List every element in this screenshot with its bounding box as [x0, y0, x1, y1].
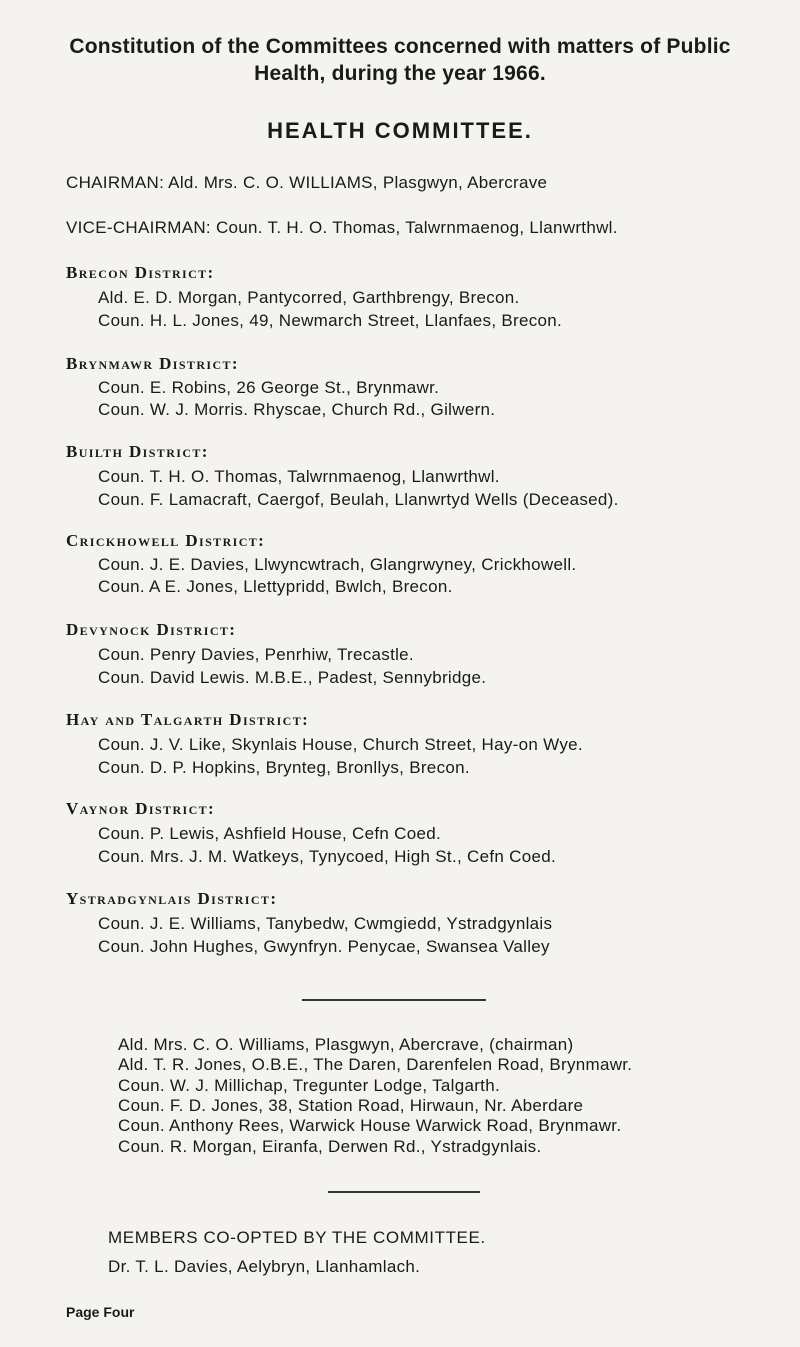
coopted-member: Dr. T. L. Davies, Aelybryn, Llanhamlach.	[108, 1257, 421, 1276]
district-heading-ystradgynlais: Ystradgynlais District:	[66, 889, 278, 908]
district-member: Coun. W. J. Morris. Rhyscae, Church Rd., Gilwern.	[98, 400, 496, 419]
district-member: Coun. Penry Davies, Penrhiw, Trecastle.	[98, 645, 414, 664]
district-member: Coun. A E. Jones, Llettypridd, Bwlch, Brecon.	[98, 577, 453, 596]
district-member: Coun. T. H. O. Thomas, Talwrnmaenog, Llanwrthwl.	[98, 467, 500, 486]
district-member: Coun. F. Lamacraft, Caergof, Beulah, Llanwrtyd Wells (Deceased).	[98, 490, 619, 509]
additional-member: Coun. Anthony Rees, Warwick House Warwick Road, Brynmawr.	[118, 1116, 622, 1135]
additional-member: Ald. Mrs. C. O. Williams, Plasgwyn, Abercrave, (chairman)	[118, 1035, 574, 1054]
additional-member: Coun. F. D. Jones, 38, Station Road, Hirwaun, Nr. Aberdare	[118, 1096, 584, 1115]
chairman-line: CHAIRMAN: Ald. Mrs. C. O. WILLIAMS, Plasgwyn, Abercrave	[66, 173, 548, 192]
district-member: Coun. David Lewis. M.B.E., Padest, Sennybridge.	[98, 668, 487, 687]
coopted-heading: MEMBERS CO-OPTED BY THE COMMITTEE.	[108, 1228, 486, 1247]
district-member: Coun. John Hughes, Gwynfryn. Penycae, Swansea Valley	[98, 937, 550, 956]
district-heading-brecon: Brecon District:	[66, 263, 215, 282]
divider	[328, 1191, 480, 1193]
vice-chairman-line: VICE-CHAIRMAN: Coun. T. H. O. Thomas, Talwrnmaenog, Llanwrthwl.	[66, 218, 618, 237]
district-member: Coun. P. Lewis, Ashfield House, Cefn Coed.	[98, 824, 442, 843]
document-title-line-1: Constitution of the Committees concerned with matters of Public	[69, 35, 731, 58]
district-member: Coun. Mrs. J. M. Watkeys, Tynycoed, High St., Cefn Coed.	[98, 847, 557, 866]
district-heading-builth: Builth District:	[66, 442, 209, 461]
additional-member: Coun. R. Morgan, Eiranfa, Derwen Rd., Ystradgynlais.	[118, 1137, 542, 1156]
document-title-line-2: Health, during the year 1966.	[254, 62, 546, 85]
district-member: Ald. E. D. Morgan, Pantycorred, Garthbrengy, Brecon.	[98, 288, 520, 307]
committee-heading: HEALTH COMMITTEE.	[267, 118, 533, 143]
district-member: Coun. D. P. Hopkins, Brynteg, Bronllys, Brecon.	[98, 758, 470, 777]
additional-member: Ald. T. R. Jones, O.B.E., The Daren, Darenfelen Road, Brynmawr.	[118, 1055, 633, 1074]
district-member: Coun. J. V. Like, Skynlais House, Church Street, Hay-on Wye.	[98, 735, 583, 754]
district-heading-crickhowell: Crickhowell District:	[66, 531, 266, 550]
district-member: Coun. E. Robins, 26 George St., Brynmawr.	[98, 378, 440, 397]
district-member: Coun. J. E. Williams, Tanybedw, Cwmgiedd, Ystradgynlais	[98, 914, 553, 933]
district-member: Coun. H. L. Jones, 49, Newmarch Street, Llanfaes, Brecon.	[98, 311, 563, 330]
district-member: Coun. J. E. Davies, Llwyncwtrach, Glangrwyney, Crickhowell.	[98, 555, 577, 574]
district-heading-hay-and-talgarth: Hay and Talgarth District:	[66, 710, 310, 729]
page-footer: Page Four	[66, 1304, 135, 1320]
district-heading-vaynor: Vaynor District:	[66, 799, 216, 818]
district-heading-brynmawr: Brynmawr District:	[66, 354, 239, 373]
additional-member: Coun. W. J. Millichap, Tregunter Lodge, Talgarth.	[118, 1076, 500, 1095]
divider	[302, 999, 486, 1001]
district-heading-devynock: Devynock District:	[66, 620, 237, 639]
